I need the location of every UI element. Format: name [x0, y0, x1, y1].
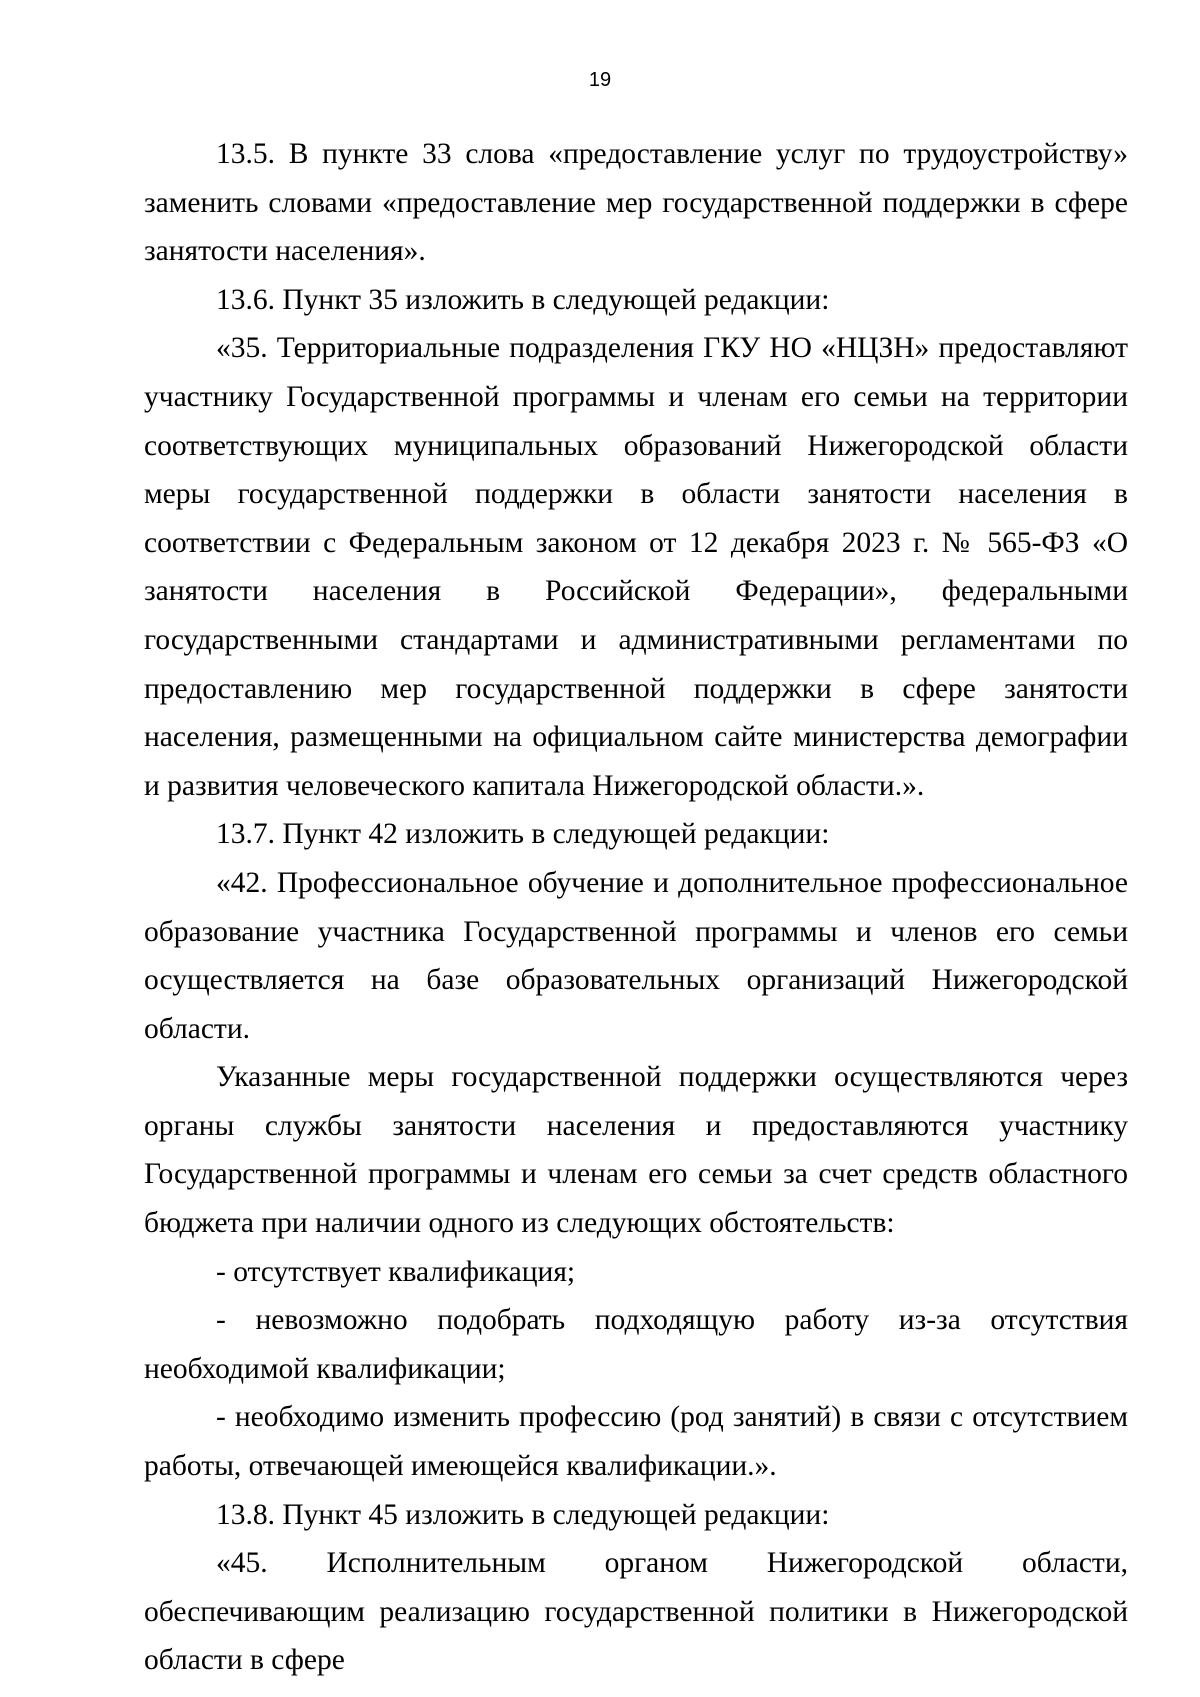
paragraph-35-text: «35. Территориальные подразделения ГКУ НО «НЦЗН» предоставляют участнику Государственной программы и членам его семьи на территории соответствующих муниципальных образований Нижегородской области меры государственной поддержки в области занятости населения в соответствии с Федеральным законом от 12 декабря 2023 г. № 565-ФЗ «О занятости населения в Российской Федерации», федеральными государственными стандартами и административными регламентами по предоставлению мер государственной поддержки в сфере занятости населения, размещенными на официальном сайте министерства демографии и развития человеческого капитала Нижегородской области.». [144, 332, 1128, 802]
list-item-no-suitable-work: - невозможно подобрать подходящую работу из-за отсутствия необходимой квалификации; [144, 1304, 1128, 1385]
page-number: 19 [588, 69, 612, 91]
paragraph-45-text: «45. Исполнительным органом Нижегородской области, обеспечивающим реализацию государственной политики в Нижегородской области в сфере [144, 1547, 1128, 1677]
document-body [144, 130, 1128, 1685]
list-item-change-profession: - необходимо изменить профессию (род занятий) в связи с отсутствием работы, отвечающей имеющейся квалификации.». [144, 1401, 1128, 1483]
paragraph-support-measures: Указанные меры государственной поддержки осуществляются через органы службы занятости населения и предоставляются участнику Государственной программы и членам его семьи за счет средств областного бюджета при наличии одного из следующих обстоятельств: [144, 1061, 1128, 1240]
paragraph-13-8: 13.8. Пункт 45 изложить в следующей редакции: [216, 1498, 830, 1531]
paragraph-13-7: 13.7. Пункт 42 изложить в следующей редакции: [216, 818, 830, 851]
paragraph-13-5: 13.5. В пункте 33 слова «предоставление услуг по трудоустройству» заменить словами «предоставление мер государственной поддержки в сфере занятости населения». [144, 138, 1128, 268]
paragraph-13-6: 13.6. Пункт 35 изложить в следующей редакции: [216, 283, 830, 316]
list-item-no-qualification: - отсутствует квалификация; [216, 1255, 576, 1288]
paragraph-42-text: «42. Профессиональное обучение и дополнительное профессиональное образование участника Государственной программы и членов его семьи осуществляется на базе образовательных организаций Нижегородской области. [144, 866, 1128, 1045]
